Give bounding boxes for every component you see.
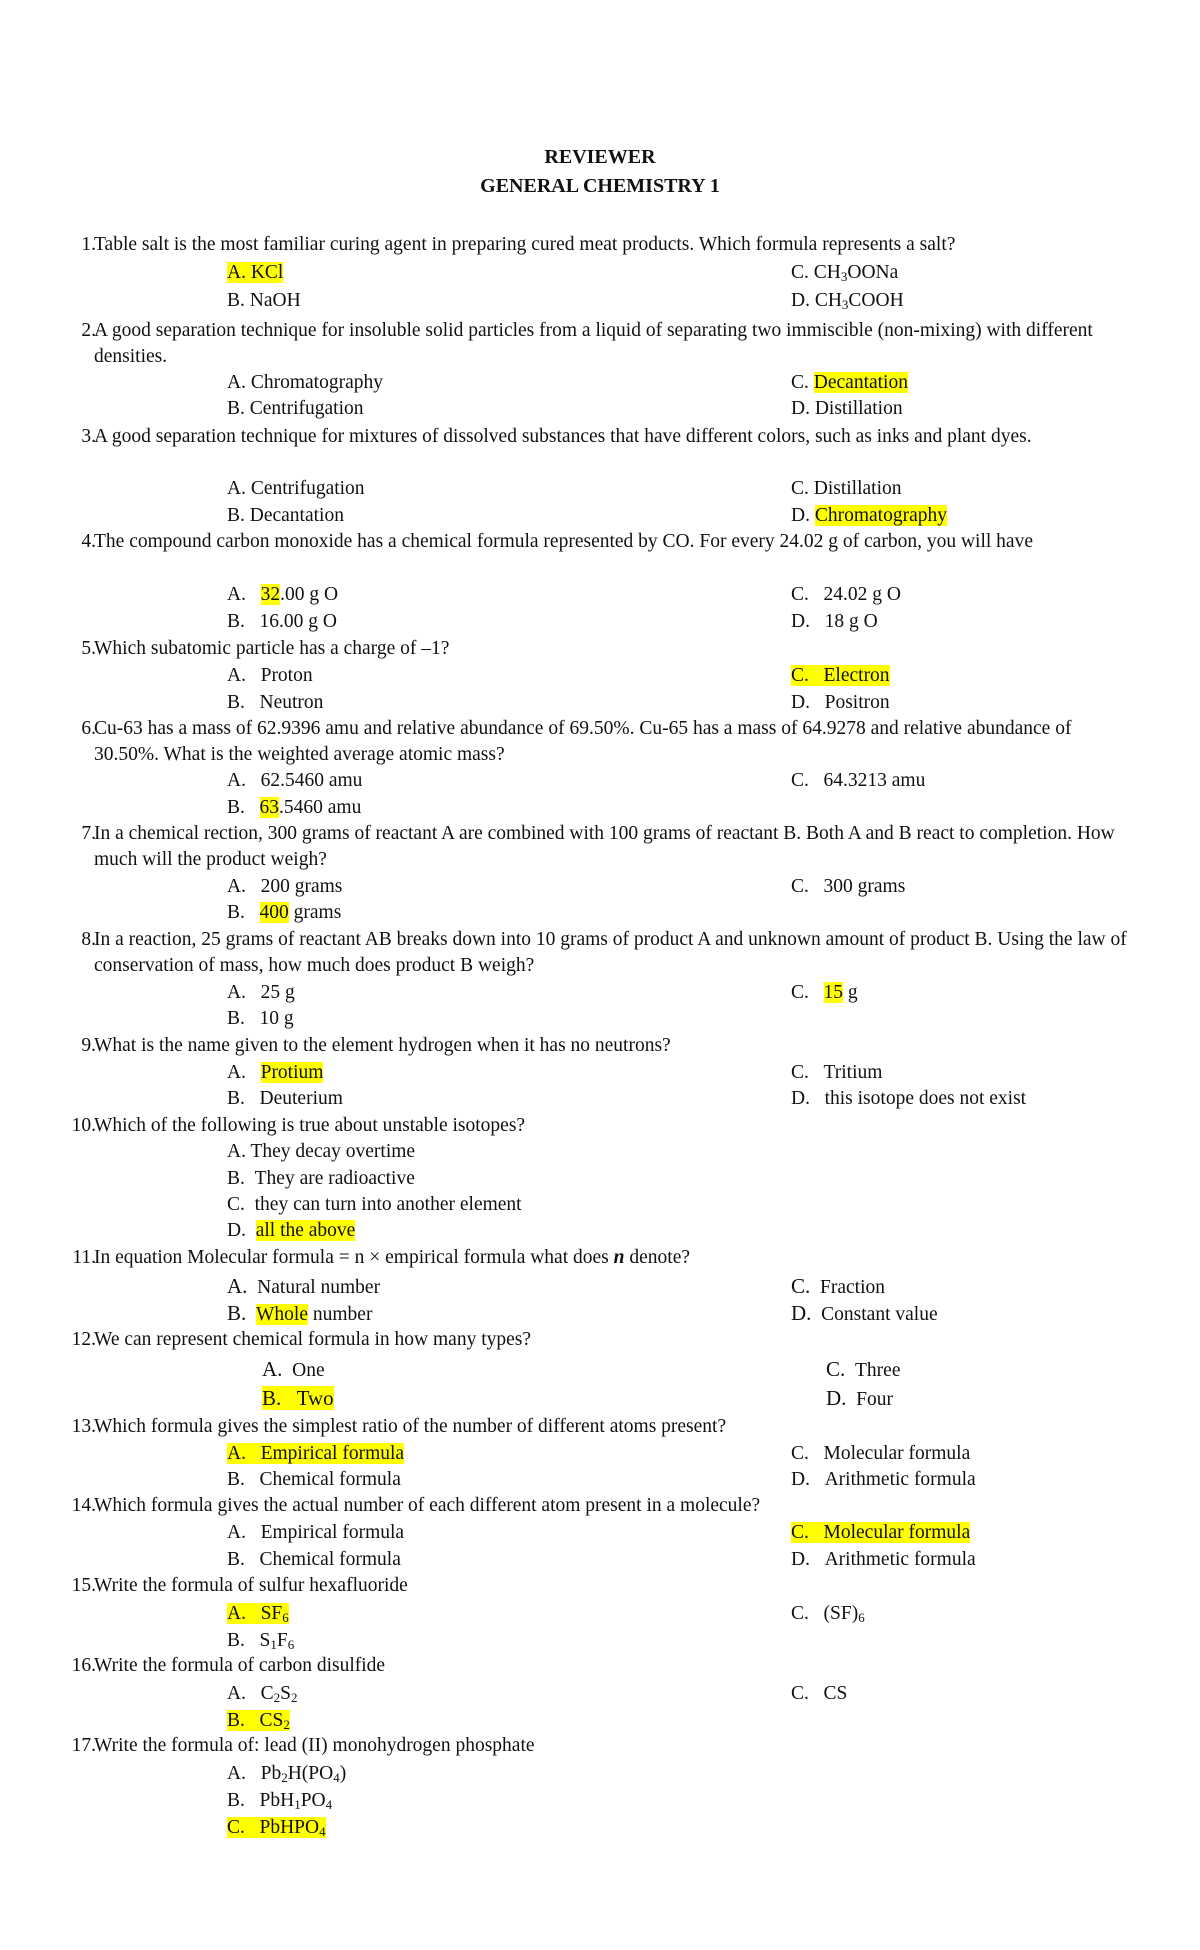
question-1: [58, 232, 1128, 258]
answer-highlight: B. Two: [262, 1386, 334, 1410]
question-14: [58, 1493, 1128, 1519]
option-d: D. all the above: [227, 1220, 356, 1241]
option-c: C. 24.02 g O: [791, 584, 901, 605]
question-5: [58, 636, 1128, 662]
option-a: A. Empirical formula: [227, 1522, 405, 1543]
question-text: Write the formula of sulfur hexafluoride: [94, 1575, 408, 1596]
option-a: [227, 1441, 404, 1467]
option-c: [791, 1520, 970, 1546]
option-c: C. Three: [826, 1357, 901, 1381]
question-4: [58, 529, 1128, 555]
question-number: 6.: [81, 718, 96, 739]
question-number: 4.: [81, 531, 96, 552]
question-number: 8.: [81, 929, 96, 950]
question-text: What is the name given to the element hydrogen when it has no neutrons?: [94, 1035, 671, 1056]
option-b: B. Chemical formula: [227, 1549, 401, 1570]
option-b: [262, 1385, 334, 1413]
answer-highlight: C. Electron: [791, 665, 890, 686]
answer-highlight: B. $CS_2$: [227, 1710, 290, 1732]
question-number: 1.: [81, 234, 96, 255]
option-d: D. Arithmetic formula: [791, 1549, 976, 1570]
option-d: D. Distillation: [791, 398, 903, 419]
option-c: C. $CH_3OONa$: [791, 262, 899, 284]
option-b: B. Chemical formula: [227, 1469, 401, 1490]
option-a: A. Natural number: [227, 1274, 381, 1298]
answer-highlight: C. PbHPO$_4$: [227, 1817, 326, 1839]
question-8: [58, 927, 1128, 979]
question-text: Which formula gives the actual number of each different atom present in a molecule?: [94, 1495, 761, 1516]
question-6: [58, 716, 1128, 768]
question-number: 14.: [71, 1495, 96, 1516]
option-a: A. $C_2S_2$: [227, 1683, 298, 1705]
answer-highlight: C. Molecular formula: [791, 1522, 971, 1543]
question-number: 3.: [81, 426, 96, 447]
question-number: 15.: [71, 1575, 96, 1596]
option-d: D. $CH_3COOH$: [791, 290, 904, 312]
option-a: A. They decay overtime: [227, 1141, 416, 1162]
answer-highlight: A. KCl: [227, 262, 284, 283]
option-c: C. they can turn into another element: [227, 1194, 522, 1215]
option-d: D. Positron: [791, 692, 890, 713]
question-text: Cu-63 has a mass of 62.9396 amu and relative abundance of 69.50%. Cu-65 has a mass of 64.9278 and relative abundance of 30.50%. What is the weighted average atomic mass?: [94, 718, 1072, 765]
answer-highlight: A. Empirical formula: [227, 1443, 405, 1464]
option-b: B. Decantation: [227, 505, 344, 526]
question-text: Which of the following is true about unstable isotopes?: [94, 1115, 526, 1136]
option-b: B. $PbH_1PO_4$: [227, 1790, 333, 1812]
option-a: A. 25 g: [227, 982, 295, 1003]
option-b: B. 16.00 g O: [227, 611, 337, 632]
option-d: D. this isotope does not exist: [791, 1088, 1027, 1109]
option-c: C. Fraction: [791, 1274, 885, 1298]
question-11: [58, 1245, 1128, 1271]
question-number: 2.: [81, 320, 96, 341]
option-b: B. Whole number: [227, 1301, 373, 1325]
option-b: B. Centrifugation: [227, 398, 364, 419]
question-text: Table salt is the most familiar curing agent in preparing cured meat products. Which formula represents a salt?: [94, 234, 956, 255]
option-c: C. Decantation: [791, 372, 908, 393]
option-c: [791, 663, 890, 689]
question-text: In a reaction, 25 grams of reactant AB breaks down into 10 grams of product A and unknown amount of product B. Using the law of conservation of mass, how much does product B weigh?: [94, 929, 1127, 976]
document-title: REVIEWER: [544, 146, 656, 168]
option-d: D. 18 g O: [791, 611, 878, 632]
option-b: B. $S_1F_6$: [227, 1630, 295, 1652]
question-number: 11.: [72, 1247, 96, 1268]
option-c: C. 64.3213 amu: [791, 770, 926, 791]
option-d: D. Chromatography: [791, 505, 947, 526]
question-text: We can represent chemical formula in how many types?: [94, 1329, 532, 1350]
option-a: [227, 260, 283, 286]
option-a: A. $Pb_2H(PO_4)$: [227, 1763, 347, 1785]
option-c: C. Molecular formula: [791, 1443, 971, 1464]
question-number: 7.: [81, 823, 96, 844]
document-subtitle: GENERAL CHEMISTRY 1: [480, 175, 720, 197]
option-a: A. Protium: [227, 1062, 324, 1083]
option-a: [227, 1601, 289, 1627]
option-c: C. Distillation: [791, 478, 902, 499]
option-a: A. 62.5460 amu: [227, 770, 363, 791]
answer-highlight: Chromatography: [814, 505, 947, 526]
question-2: [58, 318, 1128, 370]
question-16: [58, 1653, 1128, 1679]
question-number: 13.: [71, 1416, 96, 1437]
option-d: D. Constant value: [791, 1301, 938, 1325]
option-b: B. Deuterium: [227, 1088, 343, 1109]
option-a: A. 32.00 g O: [227, 584, 339, 605]
option-a: A. 200 grams: [227, 876, 343, 897]
option-d: D. Arithmetic formula: [791, 1469, 976, 1490]
option-a: A. Proton: [227, 665, 313, 686]
answer-highlight: A. $SF_6$: [227, 1603, 289, 1625]
question-text: In a chemical rection, 300 grams of reactant A are combined with 100 grams of reactant B. Both A and B react to completion. How much will the product weigh?: [94, 823, 1115, 870]
option-c: C. CS: [791, 1683, 848, 1704]
question-number: 10.: [71, 1115, 96, 1136]
option-a: A. One: [262, 1357, 325, 1381]
question-12: [58, 1327, 1128, 1353]
question-9: [58, 1033, 1128, 1059]
question-17: [58, 1733, 1128, 1759]
option-b: B. 400 grams: [227, 902, 342, 923]
question-text: A good separation technique for insoluble solid particles from a liquid of separating two immiscible (non-mixing) with different densities.: [94, 320, 1093, 367]
question-10: [58, 1113, 1128, 1139]
question-text: Which subatomic particle has a charge of –1?: [94, 638, 450, 659]
option-b: B. They are radioactive: [227, 1168, 415, 1189]
option-b: B. NaOH: [227, 290, 301, 311]
question-number: 17.: [71, 1735, 96, 1756]
question-text: Write the formula of carbon disulfide: [94, 1655, 386, 1676]
question-13: [58, 1414, 1128, 1440]
option-b: B. 10 g: [227, 1008, 294, 1029]
option-b: B. 63.5460 amu: [227, 797, 362, 818]
question-text: Write the formula of: lead (II) monohydrogen phosphate: [94, 1735, 535, 1756]
answer-highlight: all the above: [255, 1220, 356, 1241]
option-b: [227, 1708, 290, 1734]
option-c: [227, 1815, 326, 1841]
question-number: 12.: [71, 1329, 96, 1350]
question-number: 9.: [81, 1035, 96, 1056]
question-15: [58, 1573, 1128, 1599]
question-text: A good separation technique for mixtures of dissolved substances that have different colors, such as inks and plant dyes.: [94, 426, 1032, 447]
question-number: 16.: [71, 1655, 96, 1676]
option-a: A. Chromatography: [227, 372, 383, 393]
question-text: In equation Molecular formula = n × empirical formula what does n denote?: [94, 1247, 691, 1268]
answer-highlight: Decantation: [813, 372, 908, 393]
option-c: C. 15 g: [791, 982, 858, 1003]
question-number: 5.: [81, 638, 96, 659]
question-7: [58, 821, 1128, 873]
question-text: Which formula gives the simplest ratio of the number of different atoms present?: [94, 1416, 727, 1437]
option-c: C. $(SF)_6$: [791, 1603, 865, 1625]
option-a: A. Centrifugation: [227, 478, 365, 499]
question-3: [58, 424, 1128, 450]
option-b: B. Neutron: [227, 692, 324, 713]
option-d: D. Four: [826, 1386, 894, 1410]
option-c: C. 300 grams: [791, 876, 906, 897]
option-c: C. Tritium: [791, 1062, 883, 1083]
question-text: The compound carbon monoxide has a chemical formula represented by CO. For every 24.02 g of carbon, you will have: [94, 531, 1033, 552]
